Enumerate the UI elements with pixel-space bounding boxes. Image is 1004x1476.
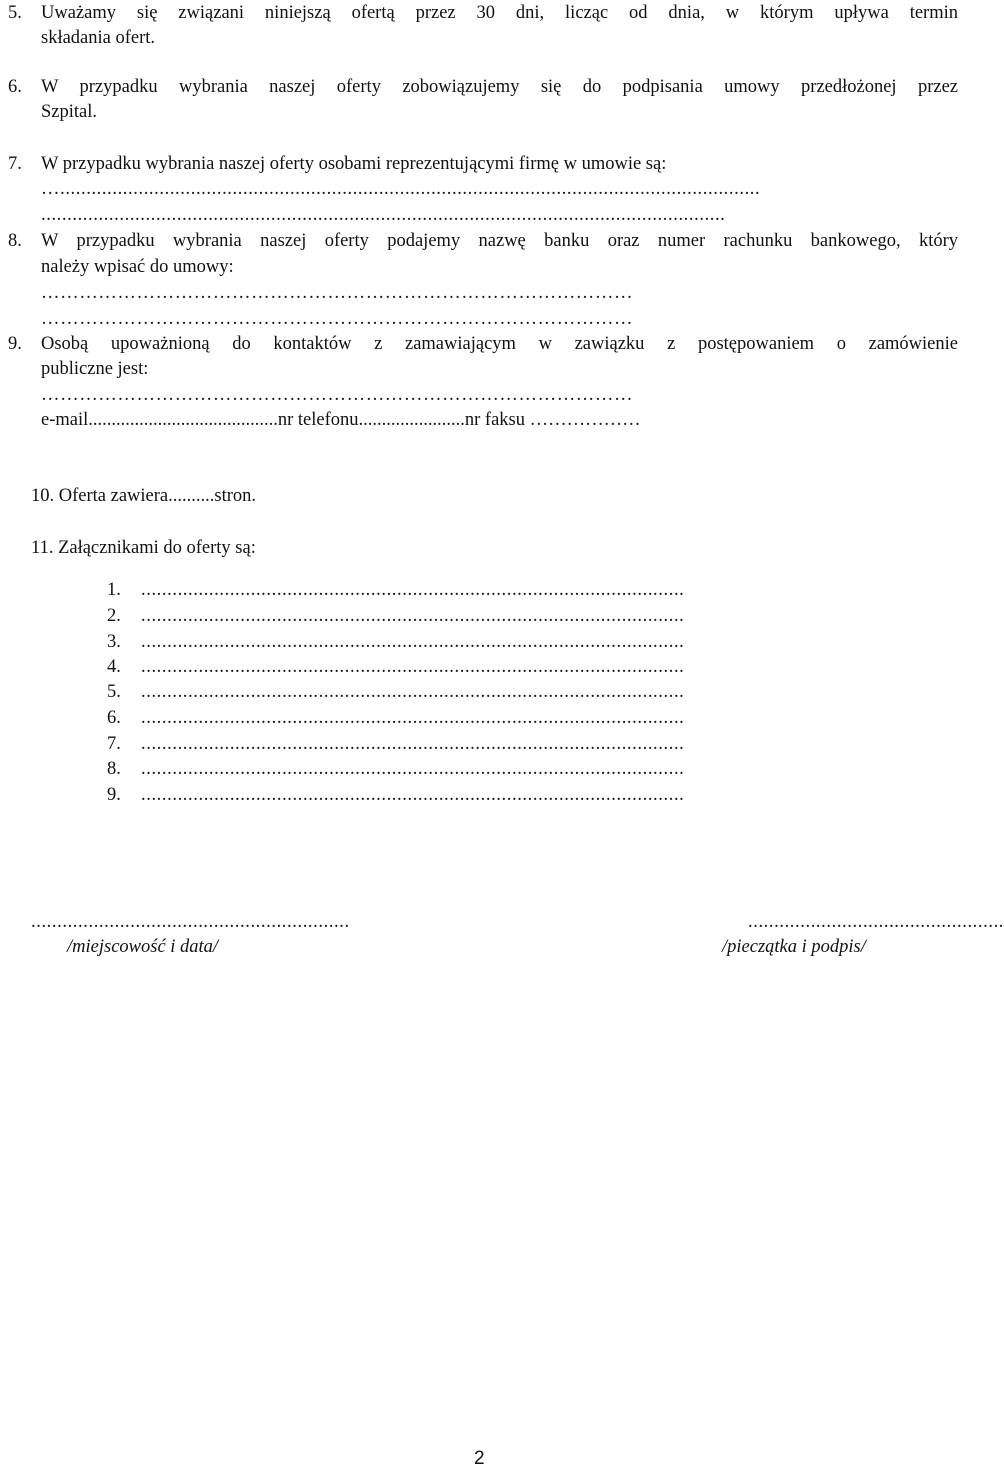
page-number: 2 <box>474 1448 485 1469</box>
item-6-number: 6. <box>8 77 22 97</box>
attachment-fill: ........................................................................................................ <box>141 708 685 728</box>
place-date-fill: ............................................................. <box>31 912 350 932</box>
item-8-number: 8. <box>8 231 22 251</box>
attachment-fill: ........................................................................................................ <box>141 759 685 779</box>
item-8-fill-line-2: ………………………………………………………………………………… <box>41 309 634 329</box>
stamp-signature-fill: ................................................. <box>748 912 1004 932</box>
item-9-line-1: Osobą upoważnioną do kontaktów z zamawiającym w zawiązku z postępowaniem o zamówienie <box>41 334 958 354</box>
attachment-number: 4. <box>107 657 121 677</box>
attachment-number: 7. <box>107 734 121 754</box>
place-date-label: /miejscowość i data/ <box>67 937 219 957</box>
attachment-fill: ........................................................................................................ <box>141 785 685 805</box>
attachment-number: 8. <box>107 759 121 779</box>
item-8-line-2: należy wpisać do umowy: <box>41 257 234 277</box>
item-7-fill-line-2: ................................................................................................................................... <box>41 205 726 225</box>
item-9-number: 9. <box>8 334 22 354</box>
attachment-number: 6. <box>107 708 121 728</box>
attachment-number: 3. <box>107 632 121 652</box>
item-5-number: 5. <box>8 3 22 23</box>
item-7-number: 7. <box>8 154 22 174</box>
item-11: 11. Załącznikami do oferty są: <box>31 538 256 558</box>
item-8-fill-line-1: ………………………………………………………………………………… <box>41 283 634 303</box>
stamp-signature-label: /pieczątka i podpis/ <box>722 937 866 957</box>
item-7-line-1: W przypadku wybrania naszej oferty osobami reprezentującymi firmę w umowie są: <box>41 154 667 174</box>
item-8-line-1: W przypadku wybrania naszej oferty podajemy nazwę banku oraz numer rachunku bankowego, który <box>41 231 958 251</box>
item-5-line-2: składania ofert. <box>41 28 156 48</box>
item-6-line-1: W przypadku wybrania naszej oferty zobowiązujemy się do podpisania umowy przedłożonej przez <box>41 77 958 97</box>
item-5-line-1: Uważamy się związani niniejszą ofertą przez 30 dni, licząc od dnia, w którym upływa termin <box>41 3 958 23</box>
item-10: 10. Oferta zawiera..........stron. <box>31 486 256 506</box>
attachment-fill: ........................................................................................................ <box>141 682 685 702</box>
attachment-number: 2. <box>107 606 121 626</box>
attachment-fill: ........................................................................................................ <box>141 734 685 754</box>
item-7-fill-line-1: …...................................................................................................................................... <box>41 179 761 199</box>
attachment-number: 5. <box>107 682 121 702</box>
item-6-line-2: Szpital. <box>41 102 98 122</box>
attachment-fill: ........................................................................................................ <box>141 632 685 652</box>
item-9-contact-line: e-mail.........................................nr telefonu.......................nr faksu ……………… <box>41 410 641 430</box>
attachment-number: 1. <box>107 580 121 600</box>
item-9-fill-line-1: ………………………………………………………………………………… <box>41 385 634 405</box>
attachment-fill: ........................................................................................................ <box>141 657 685 677</box>
item-9-line-2: publiczne jest: <box>41 359 149 379</box>
attachment-fill: ........................................................................................................ <box>141 606 685 626</box>
attachment-number: 9. <box>107 785 121 805</box>
attachment-fill: ........................................................................................................ <box>141 580 685 600</box>
